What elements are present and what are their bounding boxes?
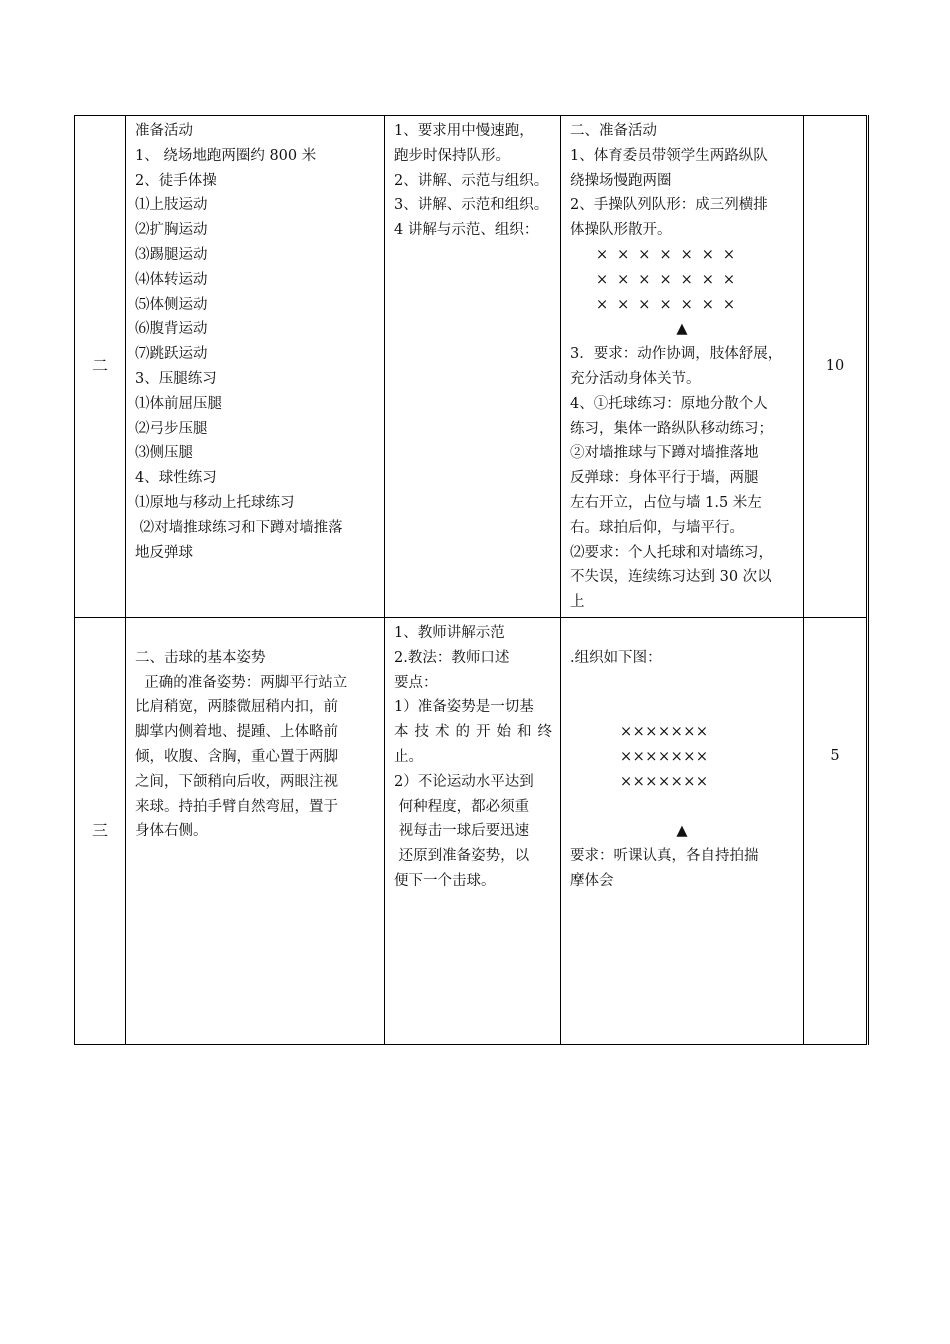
- content-line: ⑴上肢运动: [135, 197, 208, 214]
- method-cell: [385, 116, 561, 618]
- organization-line: 不失误，连续练习达到 30 次以: [570, 569, 772, 586]
- organization-line: 2、手操队列队形：成三列横排: [570, 197, 768, 214]
- organization-line: 上: [570, 594, 585, 611]
- method-line: 2、讲解、示范与组织。: [394, 172, 549, 189]
- method-line: 何种程度，都必须重: [394, 798, 530, 815]
- method-line: 便下一个击球。: [394, 872, 496, 889]
- content-line: ⑺跳跃运动: [135, 346, 208, 363]
- content-line: ⑵对墙推球练习和下蹲对墙推落: [135, 519, 343, 536]
- row-index: 二: [91, 356, 108, 376]
- spacer: [570, 795, 794, 820]
- organization-line: ②对墙推球与下蹲对墙推落地: [570, 445, 759, 462]
- table-row: [75, 617, 868, 1044]
- content-line: 准备活动: [135, 123, 193, 139]
- organization-line: 练习，集体一路纵队移动练习；: [570, 420, 773, 437]
- formation-row: ×××××××: [596, 296, 745, 313]
- content-line: 3、压腿练习: [135, 370, 217, 387]
- spacer: [570, 621, 794, 646]
- organization-line: ⑵要求：个人托球和对墙练习，: [570, 544, 773, 561]
- content-line: ⑹腹背运动: [135, 321, 208, 338]
- content-line: ⑴原地与移动上托球练习: [135, 494, 295, 511]
- organization-line: 充分活动身体关节。: [570, 370, 701, 387]
- content-line: ⑶踢腿运动: [135, 246, 208, 263]
- content-line: 身体右侧。: [135, 823, 208, 840]
- organization-line: 3．要求：动作协调，肢体舒展，: [570, 346, 783, 363]
- content-line: 二、击球的基本姿势: [135, 649, 266, 666]
- method-line: 跑步时保持队形。: [394, 147, 510, 164]
- content-line: ⑷体转运动: [135, 271, 208, 288]
- teacher-marker-icon: ▲: [676, 823, 688, 840]
- formation-row: ×××××××: [620, 748, 709, 765]
- organization-line: 右。球拍后仰，与墙平行。: [570, 519, 744, 536]
- formation-row: ×××××××: [620, 724, 709, 741]
- content-line: ⑴体前屈压腿: [135, 395, 222, 412]
- organization-line: 4、①托球练习：原地分散个人: [570, 395, 768, 412]
- row-index-cell: [75, 617, 126, 1044]
- content-line: ⑸体侧运动: [135, 296, 208, 313]
- spacer: [570, 695, 794, 720]
- content-line: ⑵扩胸运动: [135, 222, 208, 239]
- content-line: 1、 绕场地跑两圈约 800 米: [135, 147, 317, 164]
- method-line: 1、教师讲解示范: [394, 624, 505, 641]
- organization-line: 绕操场慢跑两圈: [570, 172, 672, 189]
- content-line: 地反弹球: [135, 544, 193, 561]
- organization-line: 体操队形散开。: [570, 222, 672, 239]
- table-row: [75, 116, 868, 618]
- method-line: 止。: [394, 748, 423, 765]
- organization-cell: [561, 617, 804, 1044]
- content-line: 来球。持拍手臂自然弯屈，置于: [135, 798, 338, 815]
- content-line: 脚掌内侧着地、提踵、上体略前: [135, 724, 338, 741]
- content-line: 4、球性练习: [135, 470, 217, 487]
- method-line: 2.教法：教师口述: [394, 649, 510, 666]
- teacher-marker-icon: ▲: [676, 321, 688, 338]
- spacer: [135, 621, 375, 646]
- organization-line: 摩体会: [570, 872, 614, 889]
- organization-line: 二、准备活动: [570, 123, 657, 139]
- organization-line: 反弹球：身体平行于墙，两腿: [570, 470, 759, 487]
- content-cell: [126, 116, 385, 618]
- spacer: [570, 671, 794, 696]
- method-line: 2）不论运动水平达到: [394, 773, 534, 790]
- method-line: 1、要求用中慢速跑，: [394, 123, 534, 139]
- organization-line: .组织如下图：: [570, 649, 662, 666]
- method-line: 视每击一球后要迅速: [394, 823, 530, 840]
- content-line: ⑶侧压腿: [135, 445, 193, 462]
- content-line: 比肩稍宽，两膝微屈稍内扣，前: [135, 699, 338, 716]
- time-value: 5: [830, 747, 840, 764]
- organization-cell: [561, 116, 804, 618]
- formation-row: ×××××××: [620, 773, 709, 790]
- row-index-cell: [75, 116, 126, 618]
- organization-line: 左右开立，占位与墙 1.5 米左: [570, 494, 762, 511]
- content-line: 之间，下颌稍向后收，两眼注视: [135, 773, 338, 790]
- content-cell: [126, 617, 385, 1044]
- method-line: 本技术的开始和终: [394, 724, 558, 741]
- method-line: 3、讲解、示范和组织。: [394, 197, 549, 214]
- content-line: 2、徒手体操: [135, 172, 217, 189]
- time-value: 10: [825, 358, 845, 375]
- formation-row: ×××××××: [596, 271, 745, 288]
- organization-line: 要求：听课认真，各自持拍揣: [570, 848, 759, 865]
- organization-line: 1、体育委员带领学生两路纵队: [570, 147, 768, 164]
- method-line: 还原到准备姿势，以: [394, 848, 530, 865]
- method-line: 4 讲解与示范、组织：: [394, 222, 539, 239]
- method-line: 要点：: [394, 674, 438, 691]
- method-line: 1）准备姿势是一切基: [394, 699, 534, 716]
- content-line: 正确的准备姿势：两脚平行站立: [135, 674, 348, 691]
- formation-row: ×××××××: [596, 246, 745, 263]
- content-line: ⑵弓步压腿: [135, 420, 208, 437]
- content-line: 倾，收腹、含胸，重心置于两脚: [135, 748, 338, 765]
- time-cell: [804, 116, 868, 618]
- time-cell: [804, 617, 868, 1044]
- lesson-plan-table: [74, 115, 869, 1045]
- row-index: 三: [91, 820, 108, 840]
- method-cell: [385, 617, 561, 1044]
